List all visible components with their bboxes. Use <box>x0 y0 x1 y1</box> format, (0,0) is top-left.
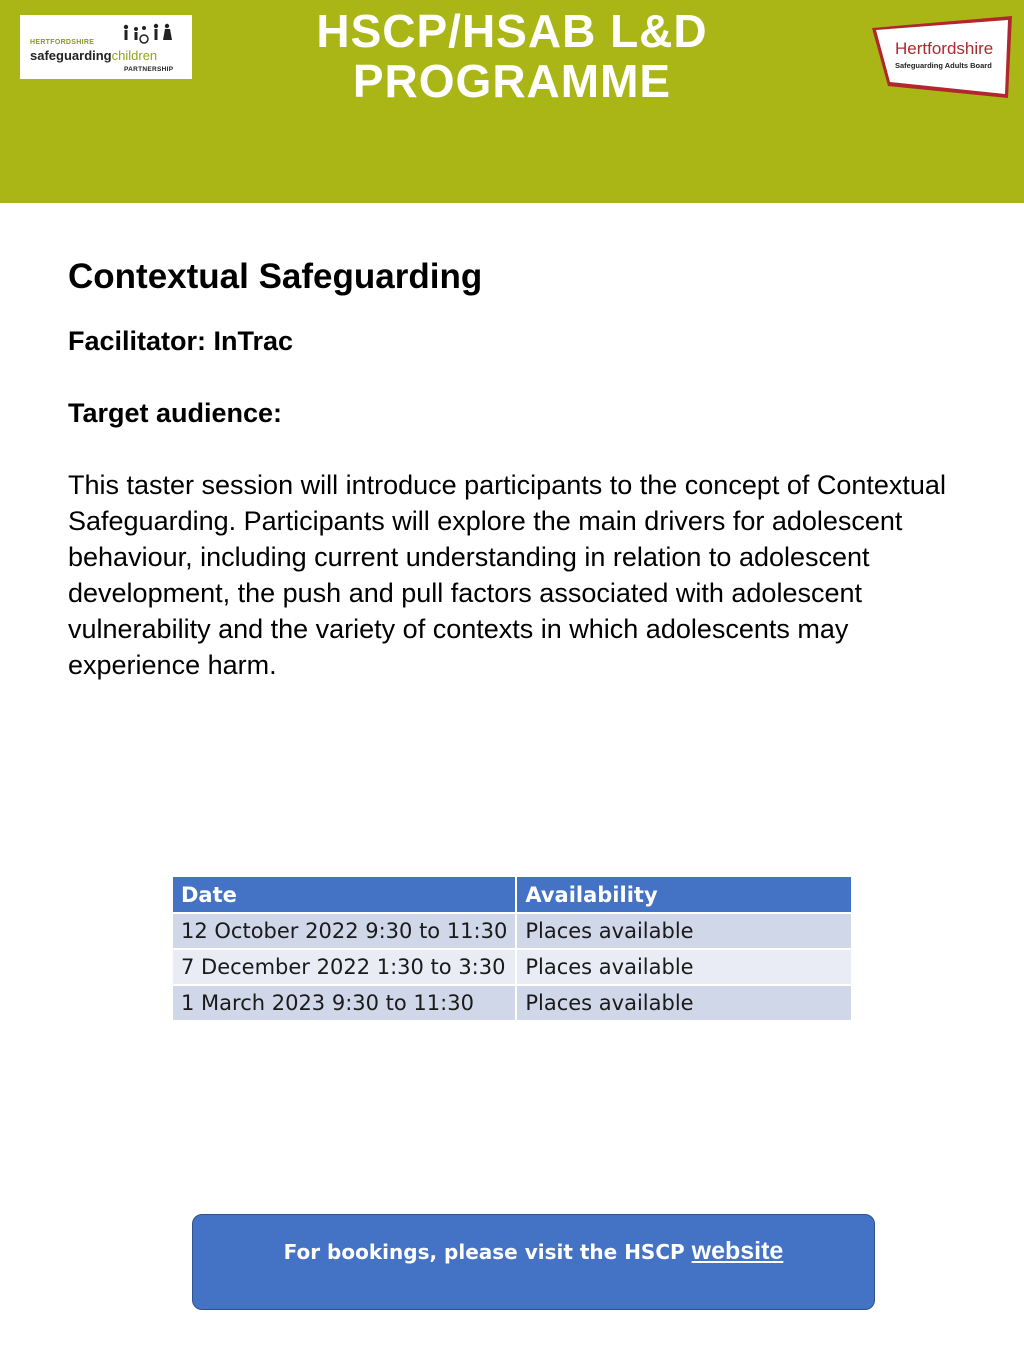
website-link[interactable]: website <box>691 1237 784 1265</box>
programme-title <box>212 6 812 106</box>
session-date: 12 October 2022 9:30 to 11:30 <box>172 913 516 949</box>
column-header-availability: Availability <box>516 876 852 913</box>
header-band <box>0 0 1024 203</box>
session-date: 1 March 2023 9:30 to 11:30 <box>172 985 516 1021</box>
session-availability: Places available <box>516 985 852 1021</box>
booking-box <box>192 1214 875 1310</box>
facilitator: Facilitator: InTrac <box>68 326 294 356</box>
table-row <box>172 985 852 1021</box>
booking-label: For bookings, please visit the HSCP <box>283 1240 692 1264</box>
sessions-table <box>171 875 853 1022</box>
logo-left-word-accent: children <box>111 48 158 63</box>
logo-right-line1: Hertfordshire <box>895 39 994 58</box>
logo-left-line2 <box>30 48 157 63</box>
programme-title-line2: PROGRAMME <box>352 55 672 107</box>
target-audience: Target audience: <box>68 398 283 428</box>
hsab-logo <box>868 14 1016 100</box>
programme-title-line1: HSCP/HSAB L&D <box>316 5 708 57</box>
table-row <box>172 913 852 949</box>
table-row <box>172 949 852 985</box>
column-header-date: Date <box>172 876 516 913</box>
session-availability: Places available <box>516 913 852 949</box>
booking-text <box>193 1237 874 1266</box>
course-title: Contextual Safeguarding <box>68 257 483 296</box>
session-availability: Places available <box>516 949 852 985</box>
logo-left-word-main: safeguarding <box>30 48 112 63</box>
course-description: This taster session will introduce participants to the concept of Contextual Safeguarding. Participants will explore the main drivers for adolescent behaviour, including current understanding in relation to adolescent development, the push and pull factors associated with adolescent vulnerability and the variety of contexts in which adolescents may experience harm. <box>68 470 946 680</box>
logo-left-line1: HERTFORDSHIRE <box>30 39 95 46</box>
logo-right-line2: Safeguarding Adults Board <box>895 61 992 70</box>
people-figures-icon <box>120 23 180 45</box>
hscp-logo <box>20 15 192 79</box>
table-header-row <box>172 876 852 913</box>
logo-left-line3: PARTNERSHIP <box>124 66 174 73</box>
session-date: 7 December 2022 1:30 to 3:30 <box>172 949 516 985</box>
